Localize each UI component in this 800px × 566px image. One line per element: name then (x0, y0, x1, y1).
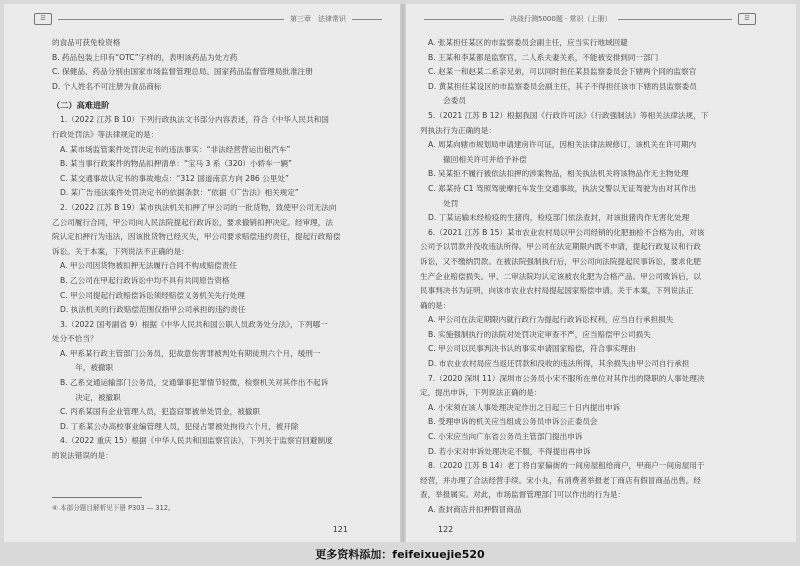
book-icon: ☰ (738, 13, 756, 25)
question-line: 乙公司履行合同，甲公司向人民法院提起行政诉讼，要求撤销扣押决定。经审理，法 (52, 217, 333, 227)
option-line: C. 丙系某国有企业管理人员，犯盗窃罪被单处罚金，被撤职 (60, 407, 260, 417)
left-page-header (34, 12, 388, 26)
option-line: A. 某市场监管案件处罚决定书的违法事实：“非法经营营运出租汽车” (60, 144, 291, 154)
page-number: 121 (332, 525, 348, 534)
question-line: 查，举报属实。对此，市场监督管理部门可以作出的行为是： (420, 490, 626, 500)
option-line: B. 乙公司在甲起行政诉讼中均不具有共同原告资格 (60, 275, 230, 285)
option-line: C. 某交通事故认定书的事故地点：“312 国道南京方向 286 公里处” (60, 173, 289, 183)
question-line: 经营，并办理了合法经营手续。宋小丸，有消费者举报老丁商店有假冒商品出售。经 (420, 475, 701, 485)
book-icon: ☰ (34, 13, 52, 25)
option-line: B. 受理申诉的机关应当组成公务员申诉公正委员会 (428, 417, 598, 427)
right-page-header (418, 12, 756, 26)
question-line: 处分不恰当？ (52, 334, 98, 344)
question-line: 5.（2021 江苏 B 12）根据我国《行政许可法》《行政强制法》等相关法律法规，下 (428, 110, 709, 120)
footnote-text: ⑥ 本部分题目解析见下册 P303 — 312。 (52, 504, 175, 512)
section-heading: （二）高难进阶 (52, 100, 110, 111)
promo-contact: feifeixuejie520 (392, 548, 485, 561)
option-line: A. 甲系某行政主管部门公务员，犯故意伤害罪被判处有期徒刑六个月，缓刑一 (60, 348, 321, 358)
option-line: D. 若小宋对申诉处理决定不服，不得提出再申诉 (428, 446, 591, 456)
option-line: D. 丁某运输未经检疫的生猪肉，检疫部门依法查封，对该批猪肉作无害化处理 (428, 213, 690, 223)
option-line: B. 王某和李某都是监察官，二人系夫妻关系，不能被安排到同一部门 (428, 52, 659, 62)
question-line: 确的是： (420, 300, 451, 310)
option-line: B. 药品包装上印有“OTC”字样的，表明该药品为处方药 (52, 52, 238, 62)
footnote (52, 497, 388, 512)
option-line: B. 吴某拒不履行被依法扣押的涉案物品，相关执法机关将该物品作无主物处理 (428, 169, 689, 179)
option-line: D. 丁系某公办高校事业编管理人员，犯侵占罪被处拘役六个月，被开除 (60, 421, 299, 431)
header-rule (424, 19, 504, 20)
question-line: 1.（2022 江苏 B 10）下列行政执法文书部分内容表述，符合《中华人民共和国 (60, 115, 329, 125)
header-rule (618, 19, 733, 20)
page-number: 122 (438, 525, 454, 534)
promo-label: 更多资料添加： (315, 548, 393, 561)
question-line: 7.（2020 深圳 11）深圳市公务员小宋不服所在单位对其作出的降职的人事处理决 (428, 373, 705, 383)
question-line: 4.（2022 重庆 15）根据《中华人民共和国监察官法》，下列关于监察官回避制度 (60, 436, 333, 446)
text-line: 的食品可获免检资格 (52, 38, 121, 47)
question-line: 诉讼。关于本案，下列说法不正确的是： (52, 246, 189, 256)
option-line: D. 个人姓名不可注册为食品商标 (52, 81, 162, 91)
option-line: D. 黄某担任某设区的市监察委员会副主任，其子不得担任该市下辖的县监察委员 (428, 81, 697, 91)
option-line: A. 查封商店并扣押假冒商品 (428, 505, 522, 514)
header-rule (352, 19, 382, 20)
question-line: 3.（2022 国考副省 9）根据《中华人民共和国公职人员政务处分法》，下列哪一 (60, 319, 328, 329)
option-line: 处罚 (428, 198, 459, 208)
option-line: C. 小宋应当向广东省公务员主管部门提出申诉 (428, 432, 583, 442)
right-page-body (420, 36, 756, 518)
option-line: C. 甲公司提起行政赔偿诉讼须经赔偿义务机关先行处理 (60, 290, 245, 300)
question-line: 2.（2022 江苏 B 19）某市执法机关扣押了甲公司的一批货物，致使甲公司无法向 (60, 202, 337, 212)
option-line: C. 赵某一和赵某二系亲兄弟，可以同时担任某县监察委员会下辖两个同的监察官 (428, 67, 697, 77)
right-page (404, 4, 796, 542)
option-line: 撤回相关许可并给予补偿 (428, 154, 527, 164)
header-rule (58, 19, 284, 20)
option-line: B. 乙系交通运输部门公务员，交通肇事犯罪情节轻微，检察机关对其作出不起诉 (60, 378, 329, 388)
option-line: D. 执法机关的行政赔偿范围仅指甲公司承担的违约责任 (60, 305, 246, 315)
option-line: A. 张某担任某区的市监察委员会副主任，应当实行地域回避 (428, 38, 628, 47)
left-page-body (52, 36, 388, 464)
question-line: 院认定扣押行为违法，因该批货物已经灭失，甲公司要求赔偿违约责任，提起行政赔偿 (52, 232, 341, 242)
option-line: D. 某广告违法案件处罚决定书的依据条款：“依据《广告法》相关规定” (60, 188, 299, 198)
option-line: C. 保健品、药品分别由国家市场监督管理总局、国家药品监督管理局批准注册 (52, 67, 313, 77)
left-page (4, 4, 402, 542)
option-line: 年，被撤职 (60, 363, 114, 373)
question-line: 6.（2021 江苏 B 15）某市农业农村局以甲公司经销的化肥抽检不合格为由，对该 (428, 227, 705, 237)
option-line: D. 市农业农村局应当返还罚款和没收的违法所得，其余损失由甲公司自行承担 (428, 359, 690, 369)
question-line: 的说法错误的是： (52, 451, 113, 461)
option-line: B. 某当事行政案件的物品扣押清单：“宝马 3 系（320）小轿车一辆” (60, 159, 292, 169)
option-line: C. 甲公司以民事判决书认的事实申请国家赔偿，符合事实理由 (428, 344, 636, 354)
question-line: 生产企业赔偿损失。甲、二审法院均认定该被农化肥为合格产品。甲公司败诉后，以 (420, 271, 701, 281)
book-title: 决战行测5000题 · 常识（上册） (510, 15, 612, 23)
question-line: 8.（2020 江苏 B 14）老丁将自家偏街的一间房屋租给商户，甲商户一间房屋用于 (428, 461, 705, 471)
option-line: 决定，被撤职 (60, 392, 121, 402)
question-line: 诉讼，又不缴纳罚款。在被法院强制执行后，甲公司向法院提起民事诉讼，要求化肥 (420, 256, 701, 266)
promo-banner (0, 546, 800, 562)
option-line: B. 实施强制执行的法院对处罚决定审查不严，应当赔偿甲公司损失 (428, 329, 651, 339)
option-line: A. 甲公司因货物被扣押无法履行合同不构成赔偿责任 (60, 261, 237, 271)
option-line: A. 周某向辖市规划局申请建房许可证，因相关法律法规修订，该机关在许可期内 (428, 140, 697, 150)
option-line: C. 郑某持 C1 驾照驾驶摩托车发生交通事故，执法交警以无证驾驶为由对其作出 (428, 183, 697, 193)
question-line: 公司予以罚款并没收违法所得。甲公司在法定期限内既不申请，提起行政复议和行政 (420, 242, 701, 252)
footnote-rule (52, 497, 142, 498)
option-line: A. 小宋须在该人事处理决定作出之日起三十日内提出申诉 (428, 402, 621, 412)
option-line: A. 甲公司在法定期限内就行政行为提起行政诉讼权利，应当自行承担损失 (428, 315, 674, 325)
book-spread (4, 4, 796, 542)
question-line: 民事判决书为证明，向该市农业农村局提起国家赔偿申请。关于本案，下列说法正 (420, 286, 694, 296)
question-line: 列执法行为正确的是： (420, 125, 496, 135)
question-line: 定，提出申诉，下列说法正确的是： (420, 388, 542, 398)
question-line: 行政处罚法》等法律规定的是： (52, 129, 159, 139)
chapter-title: 第三章 法律常识 (290, 15, 346, 23)
option-line: 会委员 (428, 96, 466, 106)
